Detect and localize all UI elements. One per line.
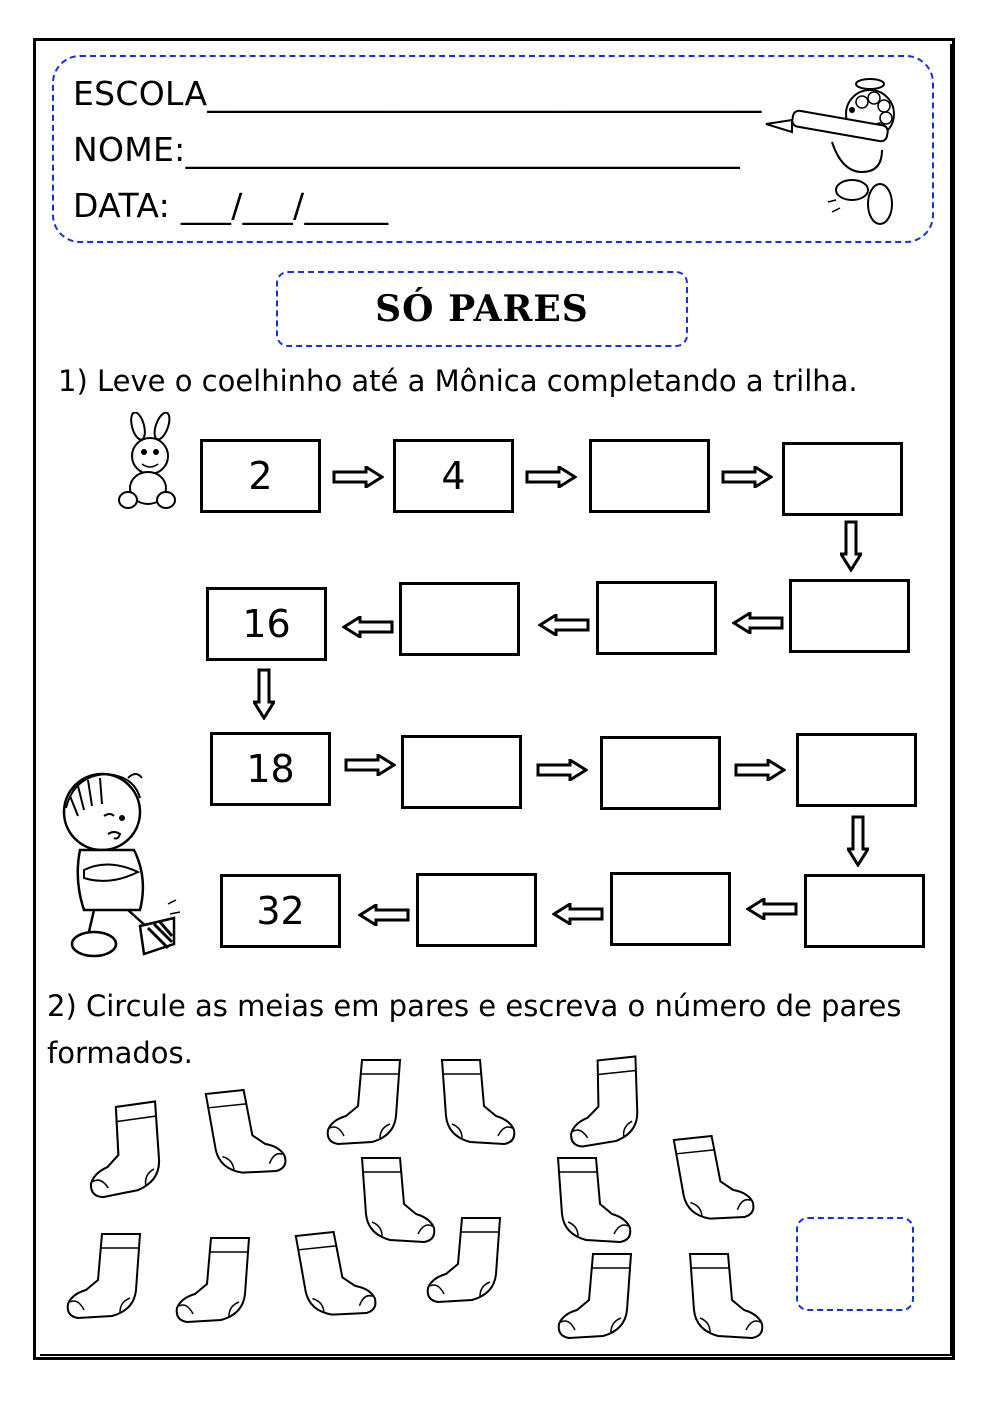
sock-icon[interactable] (286, 1226, 386, 1322)
sock-icon[interactable] (66, 1100, 182, 1200)
arrow-right-icon (332, 466, 384, 488)
arrow-down-icon (840, 520, 862, 572)
trail-cell-5[interactable] (789, 579, 910, 653)
sock-icon[interactable] (412, 1212, 516, 1308)
arrow-left-icon (342, 616, 394, 638)
arrow-right-icon (525, 466, 577, 488)
crayon-character-icon (762, 72, 912, 232)
arrow-right-icon (344, 754, 396, 776)
arrow-left-icon (746, 898, 798, 920)
sock-icon[interactable] (196, 1084, 296, 1180)
trail-cell-7[interactable] (399, 582, 520, 656)
trail-cell-4[interactable] (782, 442, 903, 516)
trail-cell-10[interactable] (401, 735, 522, 809)
monica-character-icon (44, 768, 184, 960)
date-line[interactable]: DATA: ___/___/_____ (73, 186, 389, 225)
trail-cell-3[interactable] (589, 439, 710, 513)
sock-icon[interactable] (664, 1130, 764, 1226)
exercise2-instruction-line1: 2) Circule as meias em pares e escreva o número de pares (47, 989, 902, 1023)
arrow-down-icon (847, 815, 869, 867)
arrow-left-icon (732, 612, 784, 634)
sock-icon[interactable] (436, 1054, 520, 1150)
trail-cell-11[interactable] (600, 736, 721, 810)
arrow-right-icon (721, 466, 773, 488)
trail-cell-1[interactable]: 2 (200, 439, 321, 513)
trail-cell-6[interactable] (596, 581, 717, 655)
sock-icon[interactable] (676, 1248, 776, 1344)
exercise2-instruction-line2: formados. (47, 1036, 193, 1070)
bunny-icon (108, 412, 188, 512)
name-line[interactable]: NOME:_________________________________ (73, 130, 741, 169)
trail-cell-15[interactable] (416, 873, 537, 947)
arrow-down-icon (253, 668, 275, 720)
trail-cell-14[interactable] (610, 872, 731, 946)
trail-cell-16[interactable]: 32 (220, 874, 341, 948)
school-line[interactable]: ESCOLA_________________________________ (73, 74, 762, 113)
arrow-right-icon (734, 759, 786, 781)
page-title: SÓ PARES (375, 288, 589, 330)
arrow-left-icon (358, 904, 410, 926)
sock-icon[interactable] (544, 1152, 644, 1248)
arrow-right-icon (536, 759, 588, 781)
sock-icon[interactable] (548, 1054, 660, 1150)
answer-box[interactable] (796, 1217, 914, 1311)
trail-cell-9[interactable]: 18 (210, 732, 331, 806)
arrow-left-icon (552, 903, 604, 925)
exercise1-instruction: 1) Leve o coelhinho até a Mônica completando a trilha. (58, 364, 858, 398)
arrow-left-icon (538, 614, 590, 636)
sock-icon[interactable] (50, 1228, 158, 1324)
sock-icon[interactable] (540, 1248, 650, 1344)
trail-cell-8[interactable]: 16 (206, 587, 327, 661)
trail-cell-12[interactable] (796, 733, 917, 807)
sock-icon[interactable] (158, 1232, 268, 1328)
trail-cell-2[interactable]: 4 (393, 439, 514, 513)
trail-cell-13[interactable] (804, 874, 925, 948)
sock-icon[interactable] (318, 1054, 410, 1150)
title-box (276, 271, 688, 347)
